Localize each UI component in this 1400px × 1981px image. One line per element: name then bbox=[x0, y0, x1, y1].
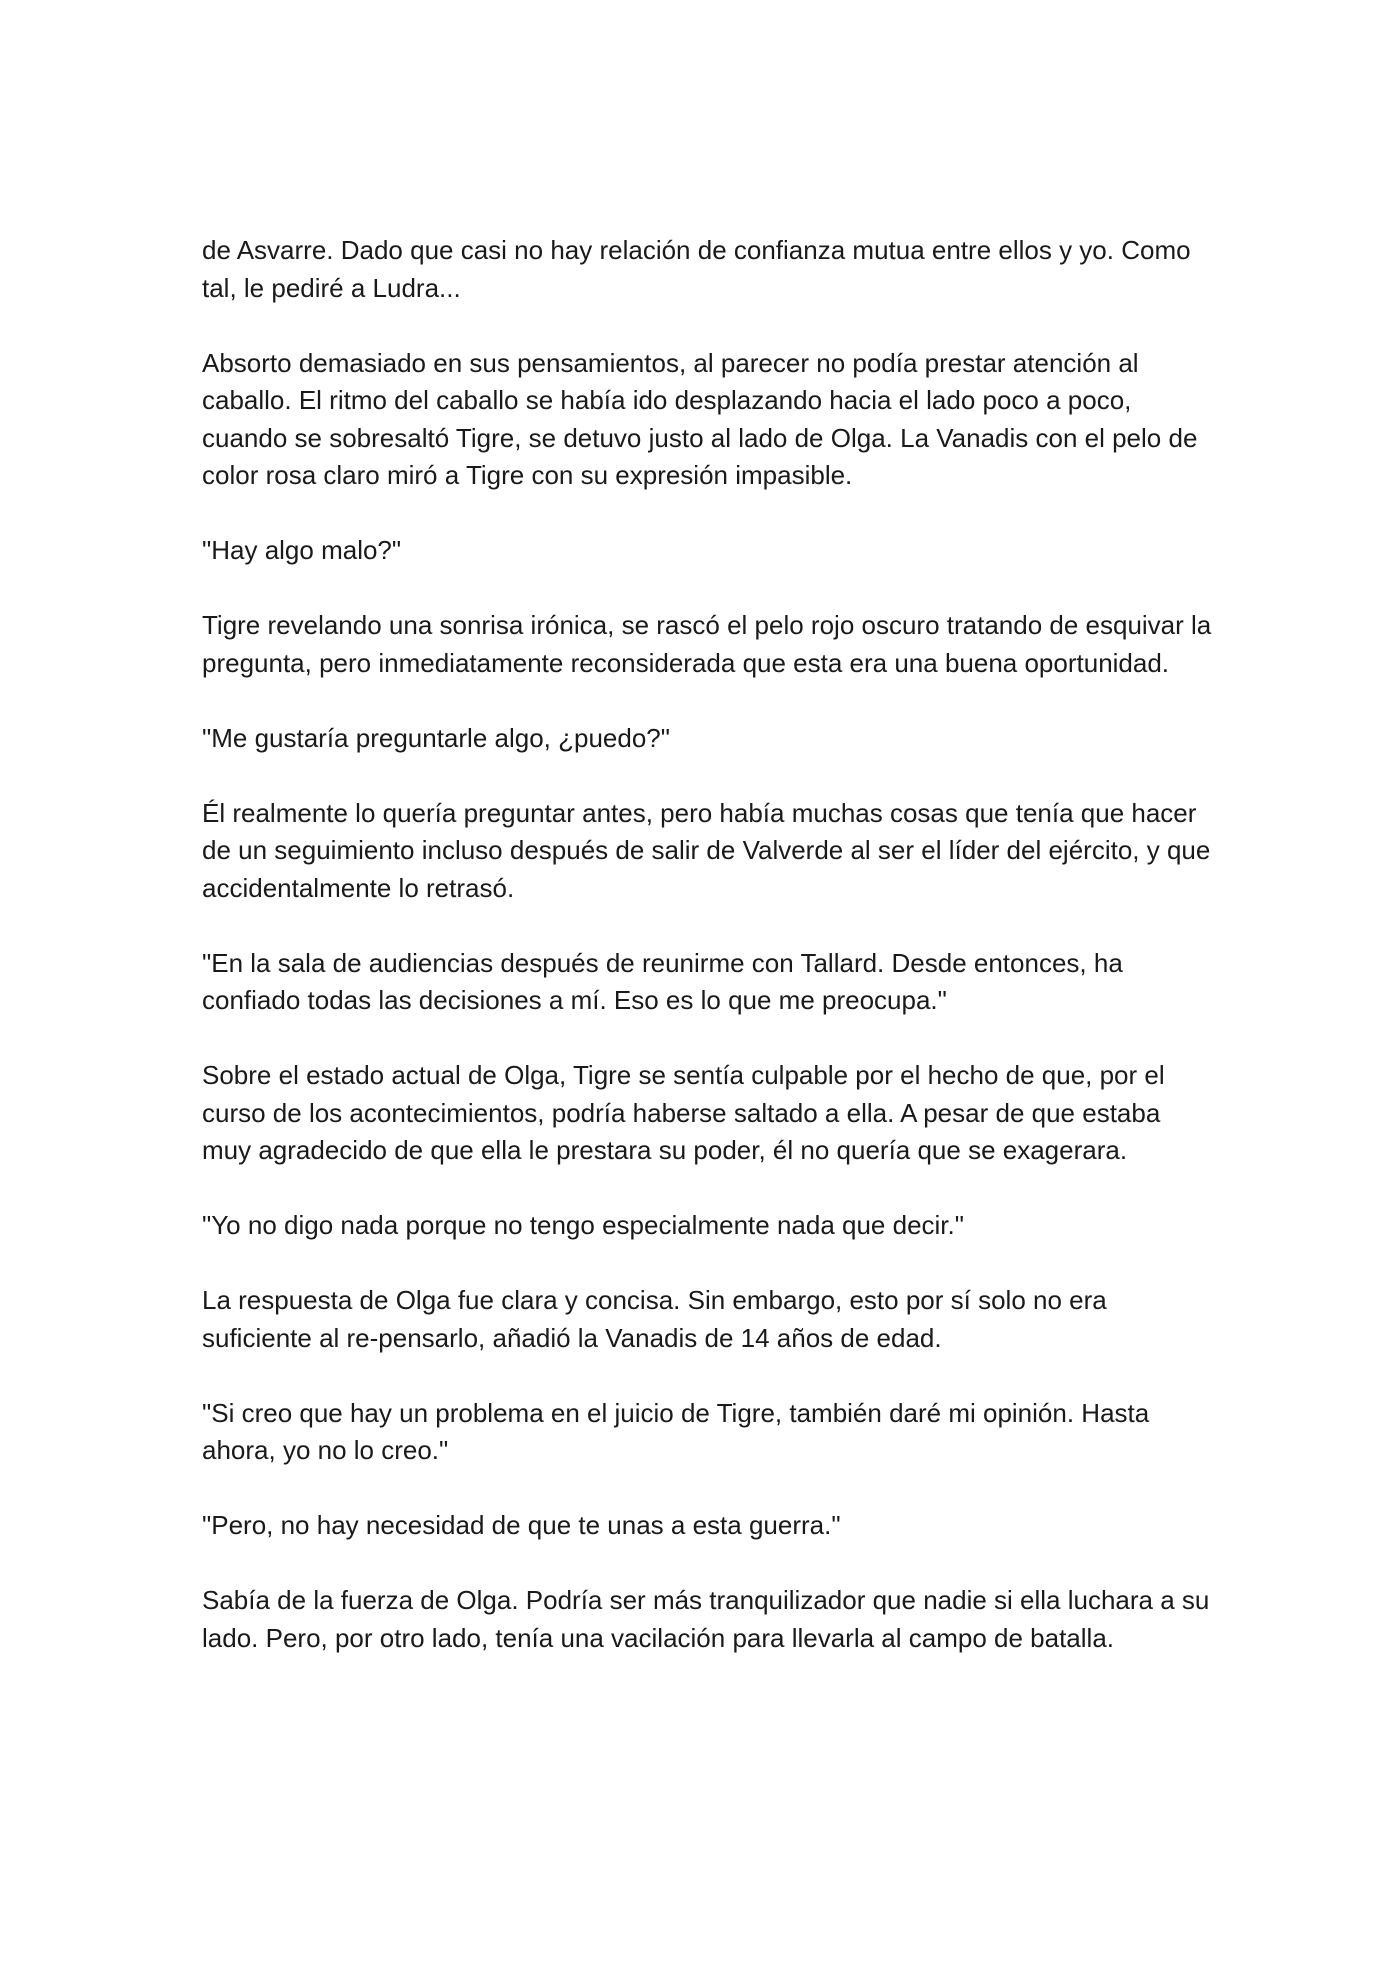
paragraph: "Pero, no hay necesidad de que te unas a esta guerra." bbox=[202, 1510, 841, 1540]
paragraph: Tigre revelando una sonrisa irónica, se rascó el pelo rojo oscuro tratando de esquivar la pregunta, pero inmediatamente reconsiderada que esta era una buena oportunidad. bbox=[202, 610, 1212, 678]
paragraph: "Si creo que hay un problema en el juicio de Tigre, también daré mi opinión. Hasta ahora, yo no lo creo." bbox=[202, 1397, 1150, 1465]
paragraph: de Asvarre. Dado que casi no hay relación de confianza mutua entre ellos y yo. Como tal, le pediré a Ludra... bbox=[202, 235, 1191, 303]
paragraph: Sabía de la fuerza de Olga. Podría ser más tranquilizador que nadie si ella luchara a su lado. Pero, por otro lado, tenía una vacilación para llevarla al campo de batalla. bbox=[202, 1585, 1210, 1653]
paragraph: La respuesta de Olga fue clara y concisa. Sin embargo, esto por sí solo no era suficiente al re-pensarlo, añadió la Vanadis de 14 años de edad. bbox=[202, 1285, 1107, 1353]
paragraph: Absorto demasiado en sus pensamientos, al parecer no podía prestar atención al caballo. El ritmo del caballo se había ido desplazando hacia el lado poco a poco, cuando se sobresaltó Tigre, se detuvo justo al lado de Olga. La Vanadis con el pelo de color rosa claro miró a Tigre con su expresión impasible. bbox=[202, 347, 1198, 490]
paragraph: "En la sala de audiencias después de reunirme con Tallard. Desde entonces, ha confiado todas las decisiones a mí. Eso es lo que me preocupa." bbox=[202, 947, 1123, 1015]
paragraph: Él realmente lo quería preguntar antes, pero había muchas cosas que tenía que hacer de un seguimiento incluso después de salir de Valverde al ser el líder del ejército, y que accidentalmente lo retrasó. bbox=[202, 797, 1211, 903]
paragraph: "Hay algo malo?" bbox=[202, 535, 402, 565]
document-body bbox=[202, 232, 1212, 1657]
paragraph: "Me gustaría preguntarle algo, ¿puedo?" bbox=[202, 722, 670, 753]
paragraph: "Yo no digo nada porque no tengo especialmente nada que decir." bbox=[202, 1210, 964, 1240]
paragraph: Sobre el estado actual de Olga, Tigre se sentía culpable por el hecho de que, por el curso de los acontecimientos, podría haberse saltado a ella. A pesar de que estaba muy agradecido de que ella le prestara su poder, él no quería que se exagerara. bbox=[202, 1060, 1165, 1165]
